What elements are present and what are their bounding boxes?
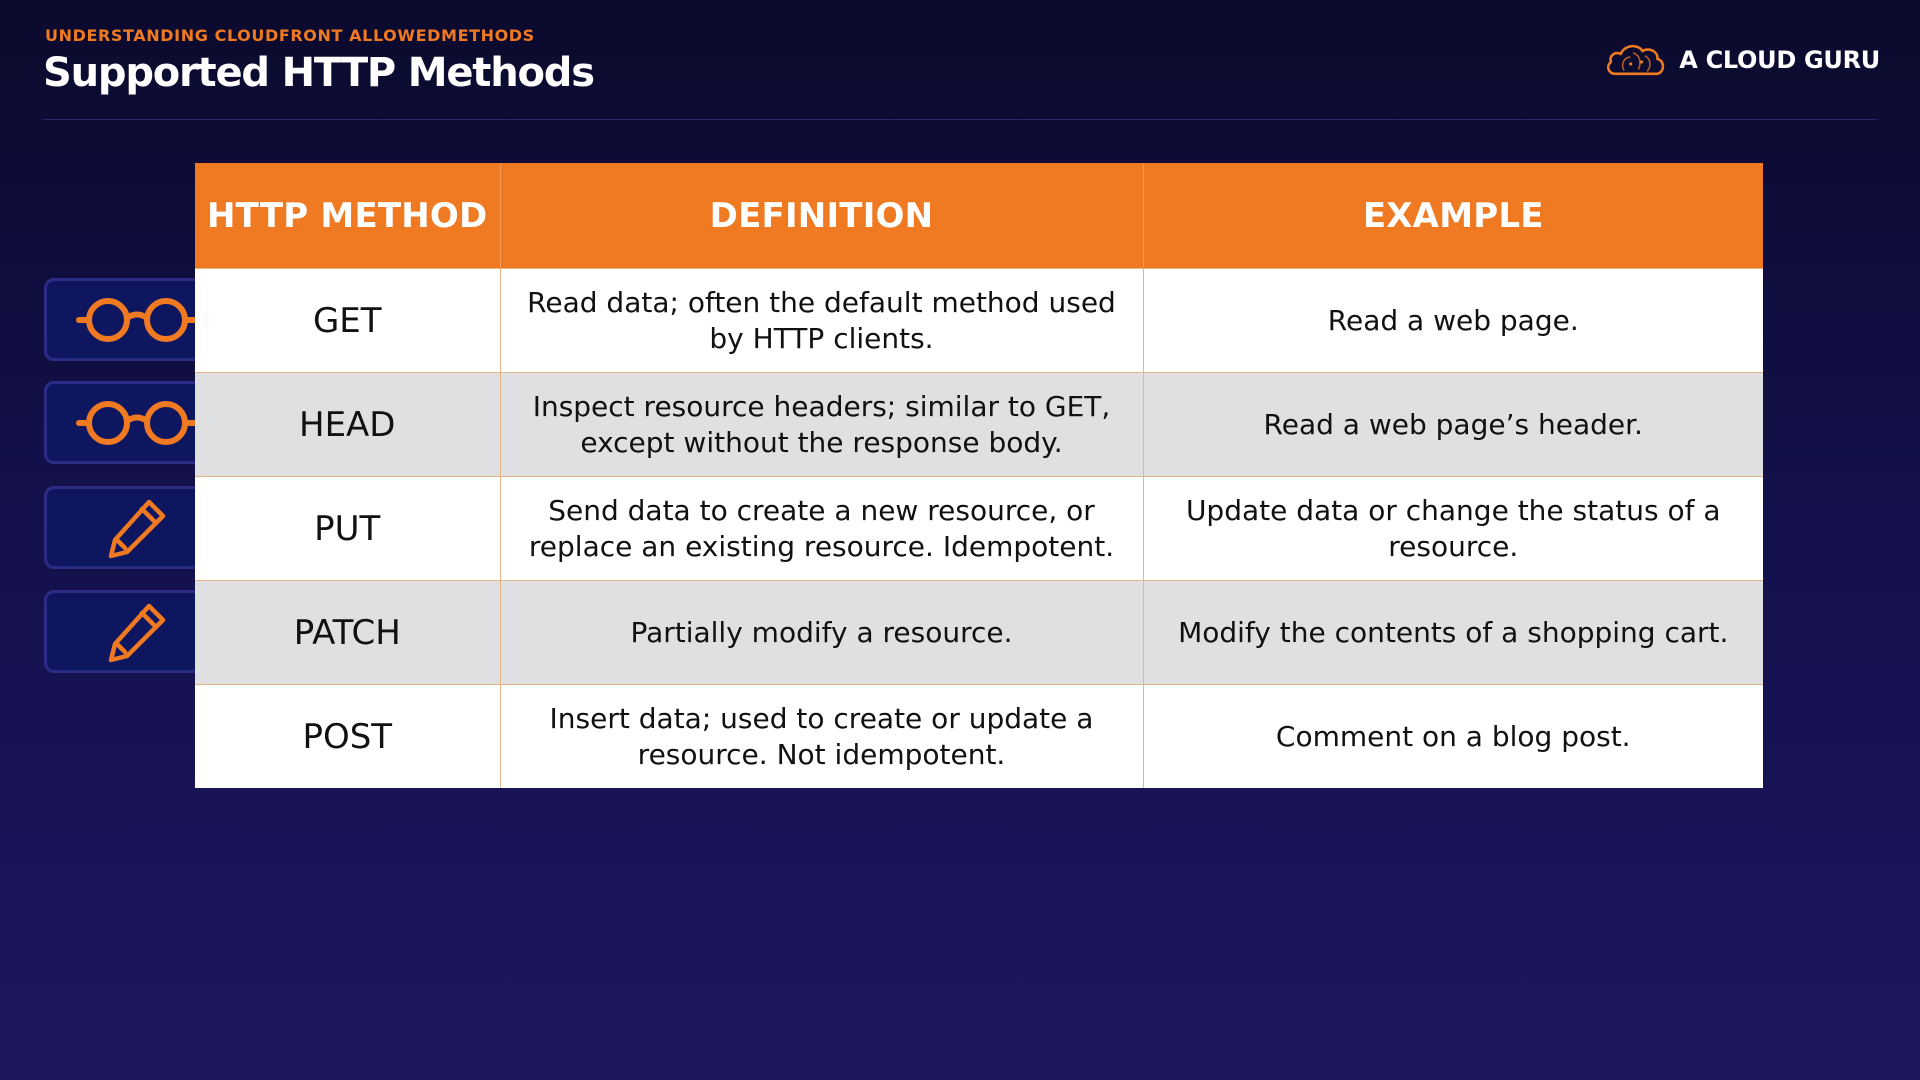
- slide-eyebrow: UNDERSTANDING CLOUDFRONT ALLOWEDMETHODS: [45, 26, 535, 45]
- glasses-icon: [75, 396, 199, 450]
- pencil-icon: [105, 600, 169, 664]
- definition-cell: Insert data; used to create or update a resource. Not idempotent.: [500, 685, 1143, 789]
- definition-cell: Partially modify a resource.: [500, 581, 1143, 685]
- header-divider: [43, 119, 1877, 120]
- pencil-icon: [105, 496, 169, 560]
- method-cell: GET: [195, 269, 500, 373]
- cloud-icon: [1604, 40, 1667, 80]
- column-header-example: EXAMPLE: [1143, 163, 1763, 269]
- method-cell: POST: [195, 685, 500, 789]
- brand-name: A CLOUD GURU: [1679, 46, 1880, 74]
- table-row: [195, 269, 1763, 373]
- definition-cell: Inspect resource headers; similar to GET, except without the response body.: [500, 373, 1143, 477]
- http-methods-table: [195, 163, 1763, 788]
- table-row: [195, 477, 1763, 581]
- example-cell: Modify the contents of a shopping cart.: [1143, 581, 1763, 685]
- example-cell: Update data or change the status of a resource.: [1143, 477, 1763, 581]
- method-cell: PUT: [195, 477, 500, 581]
- column-header-definition: DEFINITION: [500, 163, 1143, 269]
- example-cell: Read a web page.: [1143, 269, 1763, 373]
- table-header-row: [195, 163, 1763, 269]
- table-row: [195, 373, 1763, 477]
- table-row: [195, 685, 1763, 789]
- definition-cell: Read data; often the default method used by HTTP clients.: [500, 269, 1143, 373]
- glasses-icon: [75, 293, 199, 347]
- method-cell: PATCH: [195, 581, 500, 685]
- example-cell: Read a web page’s header.: [1143, 373, 1763, 477]
- example-cell: Comment on a blog post.: [1143, 685, 1763, 789]
- brand: [1604, 38, 1880, 82]
- definition-cell: Send data to create a new resource, or replace an existing resource. Idempotent.: [500, 477, 1143, 581]
- method-cell: HEAD: [195, 373, 500, 477]
- column-header-method: HTTP METHOD: [195, 163, 500, 269]
- page-title: Supported HTTP Methods: [43, 50, 594, 96]
- table-row: [195, 581, 1763, 685]
